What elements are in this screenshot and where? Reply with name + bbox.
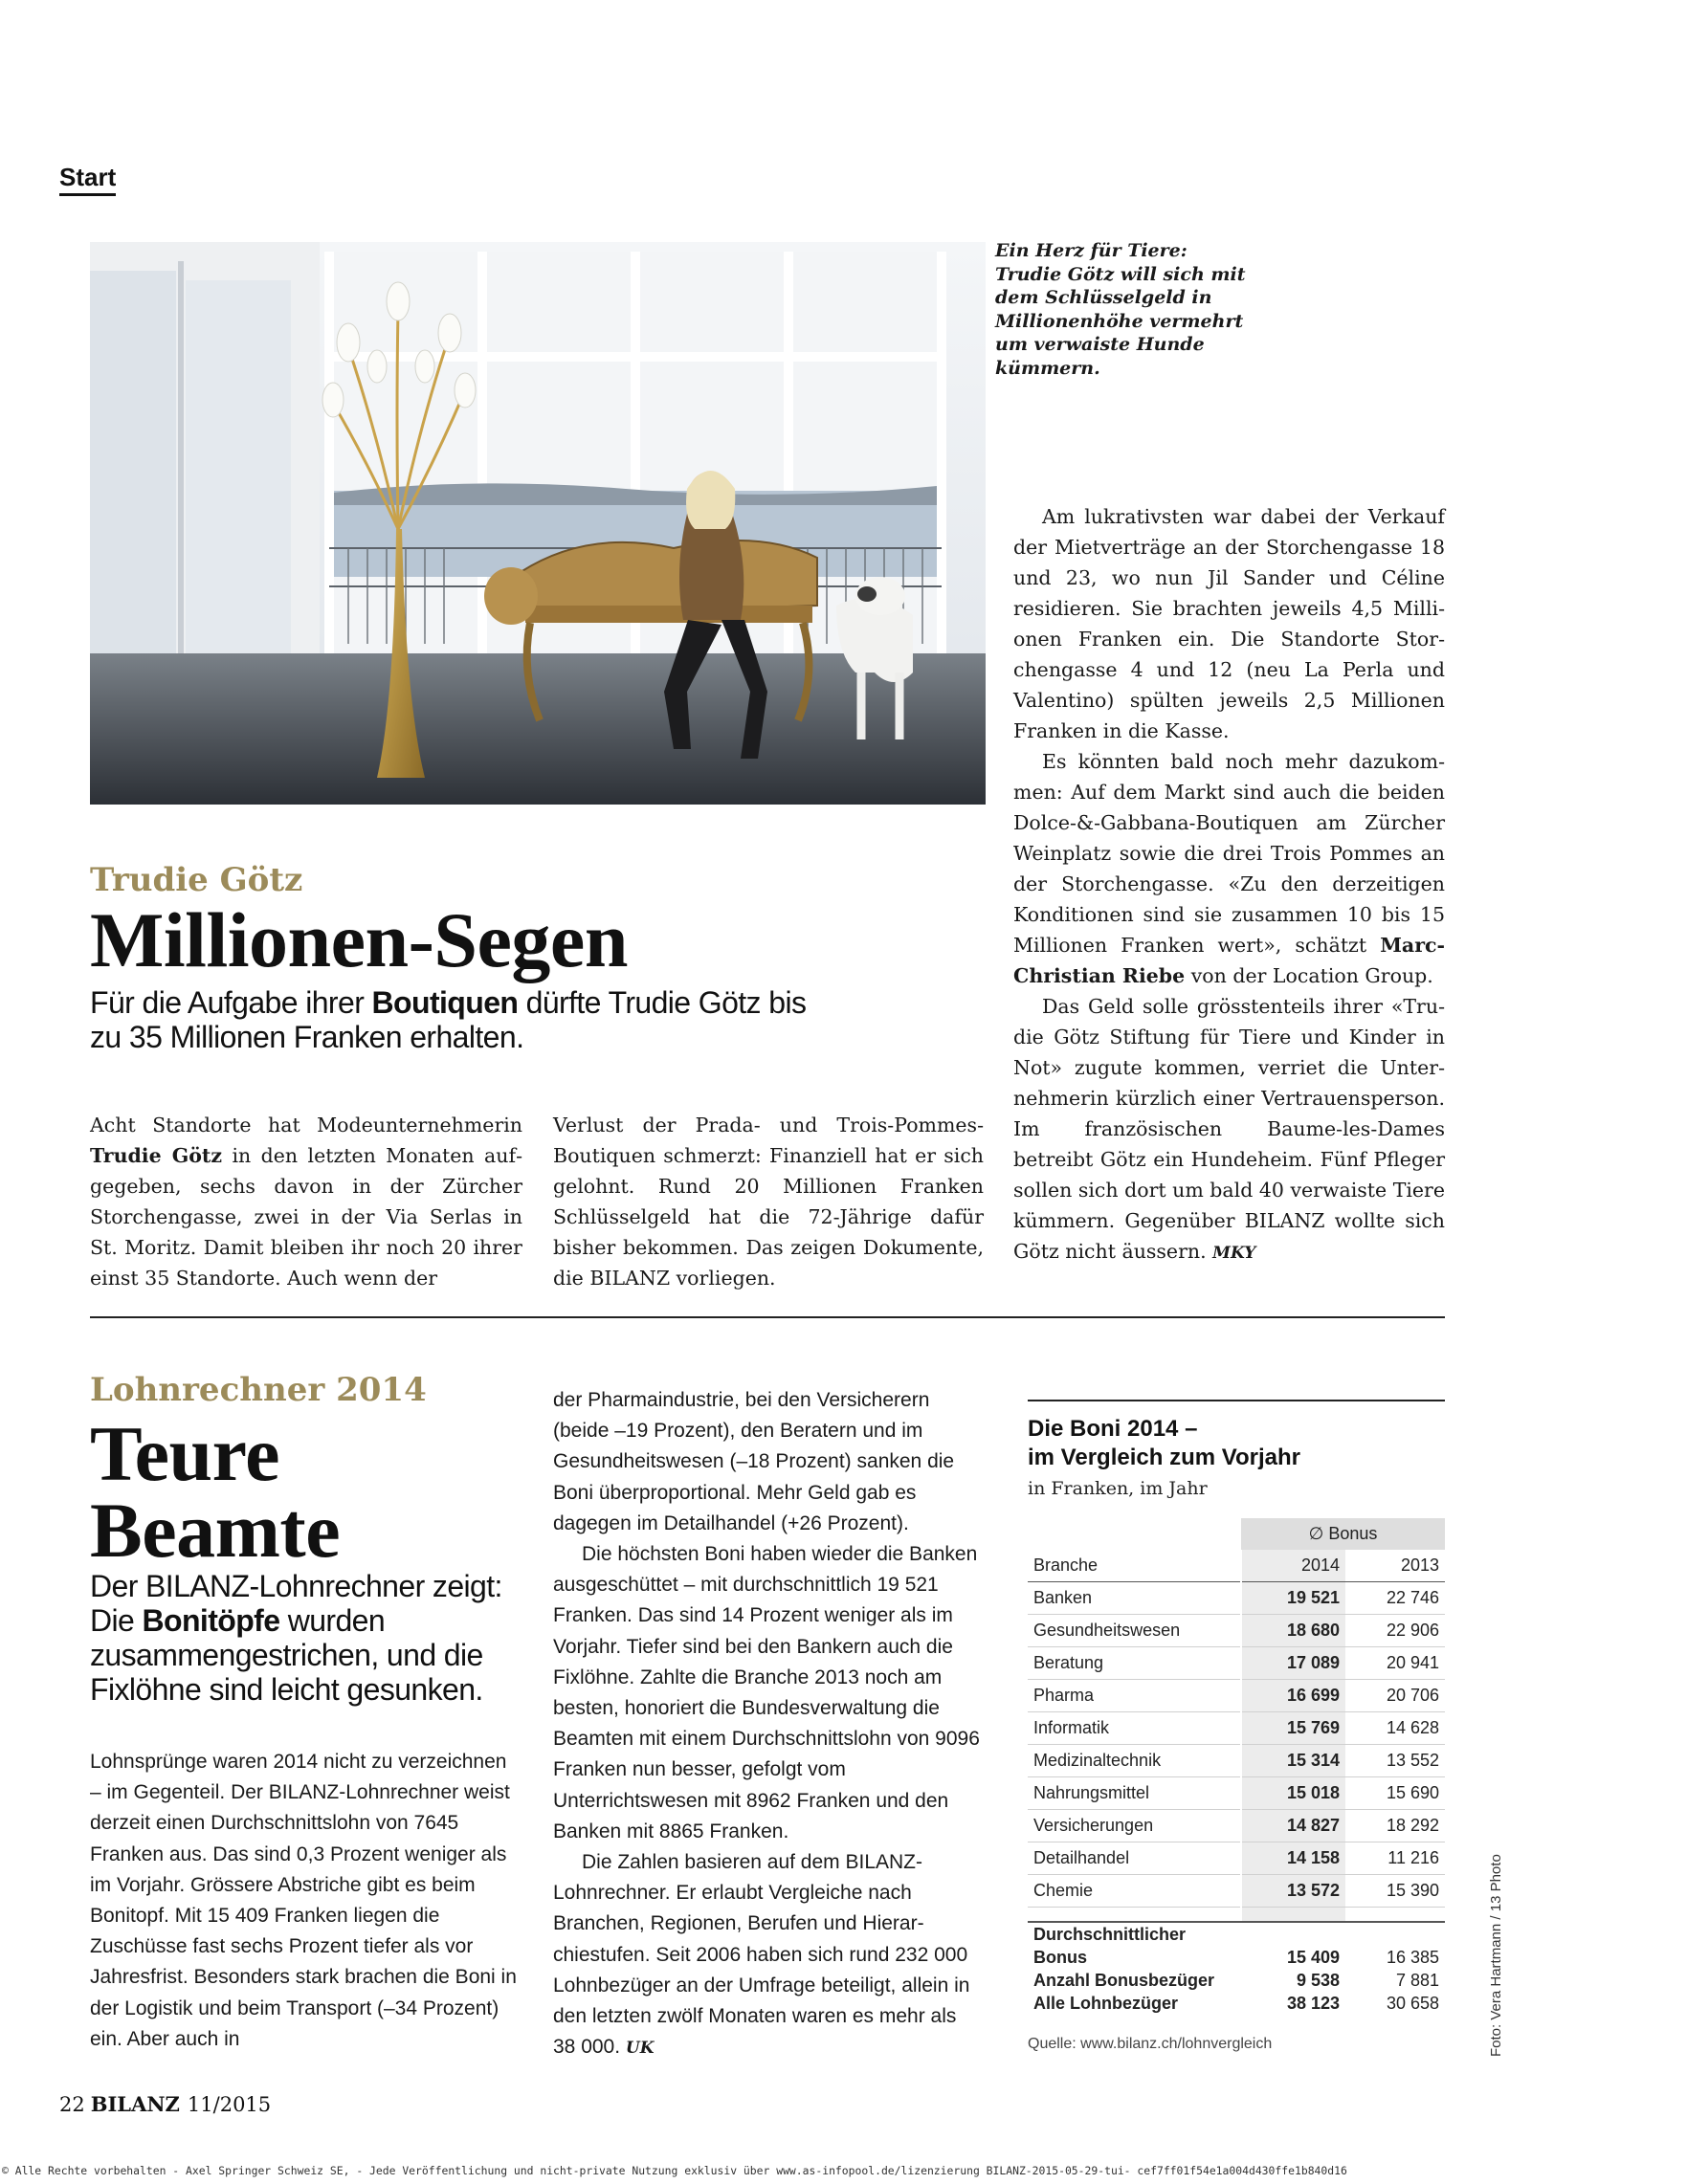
article-divider — [90, 1316, 1445, 1318]
bonus-2014-cell: 13 572 — [1241, 1875, 1345, 1908]
person-name: Marc-Christian Riebe — [1013, 934, 1445, 987]
summary-2014-cell: 15 409 — [1241, 1946, 1345, 1969]
bonus-2013-cell: 13 552 — [1345, 1745, 1445, 1777]
bonus-group-header: ∅ Bonus — [1241, 1518, 1445, 1550]
branche-cell: Beratung — [1028, 1647, 1241, 1680]
bonus-2014-cell: 15 769 — [1241, 1712, 1345, 1745]
branche-cell: Versicherungen — [1028, 1810, 1241, 1842]
branche-cell: Medizinaltechnik — [1028, 1745, 1241, 1777]
article1-column-2: Verlust der Prada- und Trois-Pommes-Boutiquen schmerzt: Finanziell hat er sich gelohnt. Rund 20 Millionen Franken Schlüsselgeld hat die 72-Jährige dafür bisher bekommen. Das zeigen Dokumente, die BILANZ vorliegen. — [553, 1114, 984, 1290]
photo-credit: Foto: Vera Hartmann / 13 Photo — [1488, 1854, 1504, 2057]
person-name: Trudie Götz — [90, 1144, 222, 1167]
magazine-name: BILANZ — [90, 2092, 180, 2116]
bonus-2013-cell: 11 216 — [1345, 1842, 1445, 1875]
summary-2013-cell — [1345, 1922, 1445, 1946]
summary-label: Bonus — [1033, 1947, 1087, 1967]
bonus-2013-cell: 20 941 — [1345, 1647, 1445, 1680]
bonus-2013-cell: 22 746 — [1345, 1582, 1445, 1615]
bonus-2014-cell: 15 314 — [1241, 1745, 1345, 1777]
summary-2013-cell: 30 658 — [1386, 1993, 1439, 2013]
bonus-2014-cell: 18 680 — [1241, 1615, 1345, 1647]
summary-label: Anzahl Bonusbezüger — [1033, 1970, 1215, 1990]
boni-table — [1028, 1518, 1445, 2015]
article1-column-1: Acht Standorte hat Modeunternehmerin Trudie Götz in den letzten Monaten aufgegeben, sechs davon in der Zürcher Storchengasse, zwei in der Via Serlas in St. Moritz. Damit bleiben ihr noch 20 ihrer einst 35 Standorte. Auch wenn der — [90, 1114, 523, 1290]
summary-2014-cell — [1241, 1922, 1345, 1946]
bonus-2014-cell: 14 158 — [1241, 1842, 1345, 1875]
author-signature: UK — [625, 2039, 655, 2059]
table-row — [1028, 1615, 1445, 1647]
summary-2014-cell: 9 538 — [1241, 1969, 1345, 1992]
bonus-2014-cell: 15 018 — [1241, 1777, 1345, 1810]
bonus-2013-cell: 15 390 — [1345, 1875, 1445, 1908]
table-row — [1028, 1647, 1445, 1680]
summary-2013-cell: 16 385 — [1386, 1947, 1439, 1967]
summary-2014-cell: 38 123 — [1241, 1992, 1345, 2015]
issue-number: 11/2015 — [187, 2093, 272, 2116]
table-row — [1028, 1712, 1445, 1745]
page-folio — [59, 2092, 271, 2116]
legal-notice: © Alle Rechte vorbehalten - Axel Springer Schweiz SE, - Jede Veröffentlichung und nicht-private Nutzung exklusiv über www.as-infopool.de/lizenzierung BILANZ-2015-05-29-tui- cef7ff01f54e1a004d430ffe1b840d16 — [2, 2164, 1347, 2177]
table-row — [1028, 1810, 1445, 1842]
article2-column-1: Lohnsprünge waren 2014 nicht zu verzeichnen – im Gegenteil. Der BILANZ-Lohnrechner weist derzeit einen Durchschnittslohn von 7645 Franken aus. Das sind 0,3 Prozent weniger als im Vorjahr. Grössere Abstriche gibt es beim Bonitopf. Mit 15 409 Franken liegen die Zuschüsse fast sechs Prozent tiefer als vor Jahresfrist. Besonders stark brachen die Boni in der Logistik und beim Transport (–34 Prozent) ein. Aber auch in — [90, 1751, 517, 2050]
article2-column-2: der Pharmaindustrie, bei den Versicherern (beide –19 Prozent), den Beratern und im Gesundheitswesen (–18 Prozent) sanken die Boni überproportional. Mehr Geld gab es dagegen im Detailhandel (+26 Prozent). Die höchsten Boni haben wieder die Banken ausgeschüttet – mit durchschnittlich 19 521 Franken. Das sind 14 Prozent weniger als im Vorjahr. Tiefer sind bei den Bankern auch die Fixlöhne. Zahlte die Branche 2013 noch am besten, honoriert die Bundesverwaltung die Beamten mit einem Durchschnittslohn von 9096 Franken nun besser, gefolgt vom Unterrichtswesen mit 8962 Franken und den Banken mit 8865 Franken. Die Zahlen basieren auf dem BILANZ-Lohnrechner. Er erlaubt Vergleiche nach Branchen, Regionen, Berufen und Hierarchiestufen. Seit 2006 haben sich rund 232 000 Lohnbezüger an der Umfrage beteiligt, allein in den letzten zwölf Monaten waren es mehr als 38 000. UK — [553, 1389, 980, 2059]
bonus-2014-cell: 14 827 — [1241, 1810, 1345, 1842]
column-header: 2014 — [1241, 1550, 1345, 1582]
article1-headline: Millionen-Segen — [90, 896, 628, 983]
bonus-2014-cell: 17 089 — [1241, 1647, 1345, 1680]
author-signature: MKY — [1212, 1244, 1256, 1263]
bonus-2014-cell: 16 699 — [1241, 1680, 1345, 1712]
branche-cell: Banken — [1028, 1582, 1241, 1615]
bonus-2013-cell: 14 628 — [1345, 1712, 1445, 1745]
section-label: Start — [59, 163, 116, 196]
summary-label: Alle Lohnbezüger — [1033, 1993, 1179, 2013]
summary-row — [1028, 1922, 1445, 1946]
bonus-2013-cell: 15 690 — [1345, 1777, 1445, 1810]
summary-row — [1028, 1969, 1445, 1992]
article2-headline: Teure Beamte — [90, 1410, 341, 1574]
branche-cell: Chemie — [1028, 1875, 1241, 1908]
article1-column-3: Am lukrativsten war dabei der Verkauf der Mietverträge an der Storchengasse 18 und 23, wo nun Jil Sander und Céline residieren. Sie brachten jeweils 4,5 Millionen Franken ein. Die Standorte Storchengasse 4 und 12 (neu La Perla und Valentino) spülten jeweils 2,5 Millionen Franken in die Kasse. Es könnten bald noch mehr dazukommen: Auf dem Markt sind auch die beiden Dolce-&-Gabbana-Boutiquen am Zürcher Weinplatz sowie die drei Trois Pommes an der Storchengasse. «Zu den derzeitigen Konditionen sind sie zusammen 10 bis 15 Millionen Franken wert», schätzt Marc-Christian Riebe von der Location Group. Das Geld solle grösstenteils ihrer «Trudie Götz Stiftung für Tiere und Kinder in Not» zugute kommen, verriet die Unternehmerin kürzlich einer Vertrauensperson. Im französischen Baume-les-Dames betreibt Götz ein Hundeheim. Fünf Pfleger sollen sich dort um bald 40 verwaiste Tiere kümmern. Gegenüber BILANZ wollte sich Götz nicht äussern. MKY — [1013, 505, 1445, 1263]
article1-kicker: Trudie Götz — [90, 861, 303, 899]
table-row — [1028, 1680, 1445, 1712]
branche-cell: Informatik — [1028, 1712, 1241, 1745]
branche-cell: Detailhandel — [1028, 1842, 1241, 1875]
branche-cell: Gesundheitswesen — [1028, 1615, 1241, 1647]
article-photo — [90, 242, 986, 805]
table-title: Die Boni 2014 – im Vergleich zum Vorjahr — [1028, 1416, 1300, 1470]
table-row — [1028, 1745, 1445, 1777]
summary-label: Durchschnittlicher — [1033, 1924, 1187, 1944]
article2-kicker: Lohnrechner 2014 — [90, 1371, 427, 1409]
column-header: 2013 — [1345, 1550, 1445, 1582]
branche-cell: Pharma — [1028, 1680, 1241, 1712]
column-header: Branche — [1028, 1550, 1241, 1582]
table-row — [1028, 1842, 1445, 1875]
summary-row — [1028, 1992, 1445, 2015]
table-row — [1028, 1777, 1445, 1810]
boni-table-box — [1028, 1400, 1445, 2053]
page-number: 22 — [59, 2093, 85, 2116]
summary-2013-cell: 7 881 — [1395, 1970, 1439, 1990]
table-row — [1028, 1582, 1445, 1615]
branche-cell: Nahrungsmittel — [1028, 1777, 1241, 1810]
bonus-2013-cell: 20 706 — [1345, 1680, 1445, 1712]
summary-row — [1028, 1946, 1445, 1969]
bonus-2014-cell: 19 521 — [1241, 1582, 1345, 1615]
table-row — [1028, 1875, 1445, 1908]
bonus-2013-cell: 18 292 — [1345, 1810, 1445, 1842]
photo-caption: Ein Herz für Tiere: Trudie Götz will sich mit dem Schlüsselgeld in Millionenhöhe vermehrt um verwaiste Hunde kümmern. — [995, 240, 1246, 379]
table-source: Quelle: www.bilanz.ch/lohnvergleich — [1028, 2036, 1273, 2052]
table-subtitle: in Franken, im Jahr — [1028, 1478, 1208, 1499]
article1-dek: Für die Aufgabe ihrer Boutiquen dürfte Trudie Götz bis zu 35 Millionen Franken erhalten. — [90, 985, 807, 1054]
bonus-2013-cell: 22 906 — [1345, 1615, 1445, 1647]
article2-dek: Der BILANZ-Lohnrechner zeigt: Die Bonitöpfe wurden zusammengestrichen, und die Fixlöhne sind leicht gesunken. — [90, 1569, 502, 1707]
table-separator — [1028, 1908, 1445, 1923]
